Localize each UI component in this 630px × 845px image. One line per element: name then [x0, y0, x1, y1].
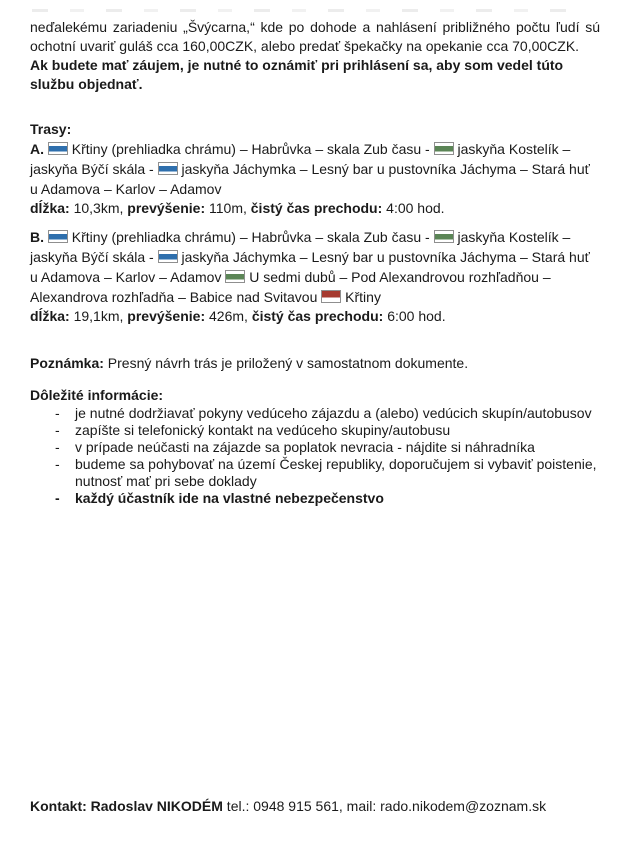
important-heading: Dôležité informácie: [30, 387, 164, 403]
contact-name: Kontakt: Radoslav NIKODÉM [30, 798, 223, 814]
trail-marker-green-icon [434, 142, 454, 155]
bullet-dash: - [55, 405, 60, 421]
bullet-item: - je nutné dodržiavať pokyny vedúceho zájazdu a (alebo) vedúcich skupín/autobusov [55, 405, 592, 421]
route-line: u Adamova – Karlov – Adamov [30, 181, 222, 197]
note-text: Presný návrh trás je priložený v samostatnom dokumente. [103, 355, 469, 371]
route-label: A. [30, 141, 48, 157]
bullet-dash: - [55, 422, 60, 438]
contact-details: tel.: 0948 915 561, mail: rado.nikodem@zoznam.sk [222, 798, 547, 814]
bullet-item: - budeme sa pohybovať na území Českej republiky, doporučujem si vybaviť poistenie, nutnosť mať pri sebe doklady [55, 456, 597, 489]
bullet-dash: - [55, 439, 60, 455]
intro-paragraph: neďalekému zariadeniu „Švýcarna,“ kde po dohode a nahlásení približného počtu ľudí sú ochotní uvariť guláš cca 160,00CZK, alebo predať špekačky na opekanie cca 70,00CZK. [30, 19, 600, 54]
important-bullet-list [30, 405, 600, 507]
routes-container [30, 139, 600, 326]
route-line: u Adamova – Karlov – Adamov U sedmi dubů – Pod Alexandrovou rozhľadňou – [30, 269, 551, 285]
route-line: A. Křtiny (prehliadka chrámu) – Habrůvka – skala Zub času - jaskyňa Kostelík – [30, 141, 571, 157]
route-stats: dĺžka: 19,1km, prevýšenie: 426m, čistý čas prechodu: 6:00 hod. [30, 308, 446, 324]
note-label: Poznámka: [30, 355, 104, 371]
route-label: B. [30, 229, 48, 245]
trail-marker-blue-icon [158, 162, 178, 175]
intro-bold-paragraph: Ak budete mať záujem, je nutné to oznámiť pri prihlásení sa, aby som vedel túto službu objednať. [30, 57, 564, 92]
trail-marker-blue-icon [158, 250, 178, 263]
trail-marker-blue-icon [48, 230, 68, 243]
route-stat-label: čistý čas prechodu: [251, 308, 384, 324]
bullet-item: - v prípade neúčasti na zájazde sa poplatok nevracia - nájdite si náhradníka [55, 439, 535, 455]
cropped-previous-line-artifact [32, 9, 577, 12]
route-stat-label: čistý čas prechodu: [250, 200, 383, 216]
route-line: Alexandrova rozhľadňa – Babice nad Svitavou Křtiny [30, 289, 381, 305]
trail-marker-green-icon [434, 230, 454, 243]
route-stat-label: prevýšenie: [127, 308, 206, 324]
route-stat-label: dĺžka: [30, 308, 70, 324]
trail-marker-blue-icon [48, 142, 68, 155]
route-stat-label: dĺžka: [30, 200, 70, 216]
route-stat-label: prevýšenie: [127, 200, 206, 216]
route-line: B. Křtiny (prehliadka chrámu) – Habrůvka – skala Zub času - jaskyňa Kostelík – [30, 229, 571, 245]
trail-marker-green-icon [225, 270, 245, 283]
contact-line [30, 797, 546, 816]
route-stats: dĺžka: 10,3km, prevýšenie: 110m, čistý čas prechodu: 4:00 hod. [30, 200, 445, 216]
bullet-dash: - [55, 490, 60, 506]
bullet-dash: - [55, 456, 60, 472]
bullet-item: - zapíšte si telefonický kontakt na vedúceho skupiny/autobusu [55, 422, 451, 438]
route-line: jaskyňa Býčí skála - jaskyňa Jáchymka – Lesný bar u pustovníka Jáchyma – Stará huť [30, 161, 590, 177]
route-block [30, 227, 600, 326]
bullet-item: - každý účastník ide na vlastné nebezpečenstvo [55, 490, 384, 506]
route-line: jaskyňa Býčí skála - jaskyňa Jáchymka – Lesný bar u pustovníka Jáchyma – Stará huť [30, 249, 590, 265]
route-block [30, 139, 600, 218]
trail-marker-red-icon [321, 290, 341, 303]
note-paragraph [30, 354, 600, 373]
routes-heading: Trasy: [30, 121, 72, 137]
